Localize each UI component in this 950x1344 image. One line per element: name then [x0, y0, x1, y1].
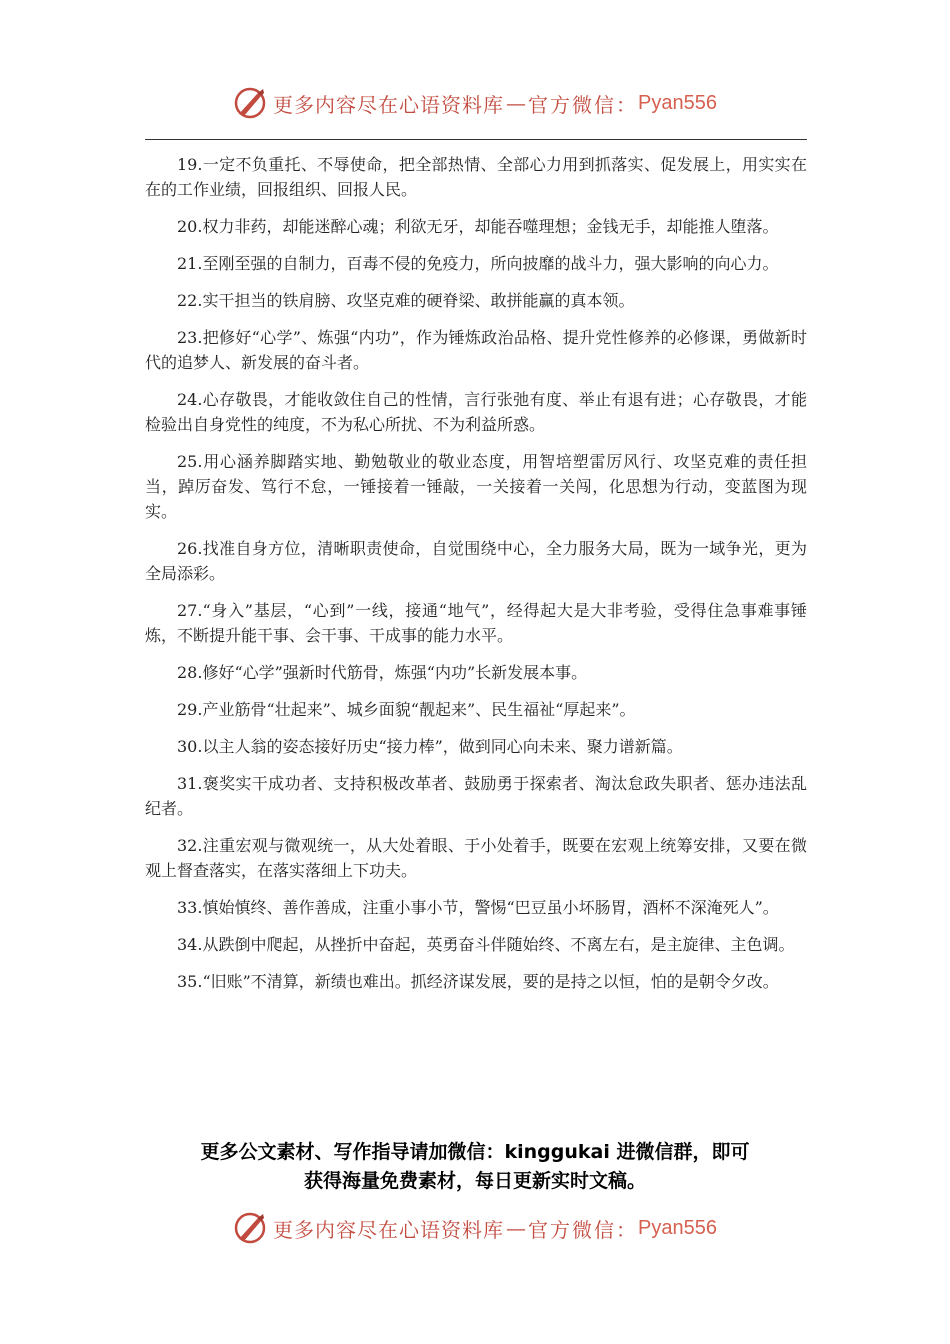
paragraph-33: 33.慎始慎终、善作善成，注重小事小节，警惕“巴豆虽小坏肠胃，酒杯不深淹死人”。	[177, 898, 779, 917]
banner-site-text: 更多内容尽在心语资料库	[273, 92, 505, 117]
banner-wechat-id: Pyan556	[638, 91, 717, 114]
document-body	[145, 152, 807, 1006]
paragraph-28: 28.修好“心学”强新时代筋骨，炼强“内功”长新发展本事。	[177, 663, 588, 682]
paragraph-25: 25.用心涵养脚踏实地、勤勉敬业的敬业态度，用智培塑雷厉风行、攻坚克难的责任担当，踔厉奋发、笃行不怠，一锤接着一锤敲，一关接着一关闯，化思想为行动，变蓝图为现实。	[145, 452, 807, 521]
paragraph-23: 23.把修好“心学”、炼强“内功”，作为锤炼政治品格、提升党性修养的必修课，勇做新时代的追梦人、新发展的奋斗者。	[145, 328, 807, 372]
promo-line-1: 更多公文素材、写作指导请加微信：kinggukai 进微信群，即可	[200, 1141, 750, 1163]
promo-line-2: 获得海量免费素材，每日更新实时文稿。	[303, 1170, 646, 1192]
banner-wechat-label: 官方微信：	[528, 92, 639, 117]
paragraph-26: 26.找准自身方位，清晰职责使命，自觉围绕中心，全力服务大局，既为一域争光，更为全局添彩。	[145, 539, 807, 583]
paragraph-19: 19.一定不负重托、不辱使命，把全部热情、全部心力用到抓落实、促发展上，用实实在在的工作业绩，回报组织、回报人民。	[145, 155, 807, 199]
header-divider	[145, 139, 807, 140]
paragraph-30: 30.以主人翁的姿态接好历史“接力棒”，做到同心向未来、聚力谱新篇。	[177, 737, 683, 756]
banner-wechat-id: Pyan556	[638, 1216, 717, 1239]
banner-separator: —	[506, 1216, 527, 1240]
banner-separator: —	[506, 91, 527, 115]
paragraph-22: 22.实干担当的铁肩膀、攻坚克难的硬脊梁、敢拼能赢的真本领。	[177, 291, 635, 310]
paragraph-32: 32.注重宏观与微观统一，从大处着眼、于小处着手，既要在宏观上统筹安排，又要在微观上督查落实，在落实落细上下功夫。	[145, 836, 807, 880]
paragraph-24: 24.心存敬畏，才能收敛住自己的性情，言行张弛有度、举止有退有进；心存敬畏，才能检验出自身党性的纯度，不为私心所扰、不为利益所惑。	[145, 390, 807, 434]
paragraph-35: 35.“旧账”不清算，新绩也难出。抓经济谋发展，要的是持之以恒，怕的是朝令夕改。	[177, 972, 779, 991]
paragraph-21: 21.至刚至强的自制力，百毒不侵的免疫力，所向披靡的战斗力，强大影响的向心力。	[177, 254, 779, 273]
footer-banner	[0, 1208, 950, 1248]
paragraph-34: 34.从跌倒中爬起，从挫折中奋起，英勇奋斗伴随始终、不离左右，是主旋律、主色调。	[177, 935, 795, 954]
paragraph-29: 29.产业筋骨“壮起来”、城乡面貌“靓起来”、民生福祉“厚起来”。	[177, 700, 636, 719]
pen-logo-icon	[233, 1211, 267, 1245]
pen-logo-icon	[233, 86, 267, 120]
paragraph-20: 20.权力非药，却能迷醉心魂；利欲无牙，却能吞噬理想；金钱无手，却能推人堕落。	[177, 217, 779, 236]
banner-site-text: 更多内容尽在心语资料库	[273, 1217, 505, 1242]
banner-wechat-label: 官方微信：	[528, 1217, 639, 1242]
wechat-promo-note	[130, 1138, 820, 1196]
header-banner	[0, 83, 950, 123]
paragraph-31: 31.褒奖实干成功者、支持积极改革者、鼓励勇于探索者、淘汰怠政失职者、惩办违法乱纪者。	[145, 774, 807, 818]
paragraph-27: 27.“身入”基层，“心到”一线，接通“地气”，经得起大是大非考验，受得住急事难事锤炼，不断提升能干事、会干事、干成事的能力水平。	[145, 601, 807, 645]
